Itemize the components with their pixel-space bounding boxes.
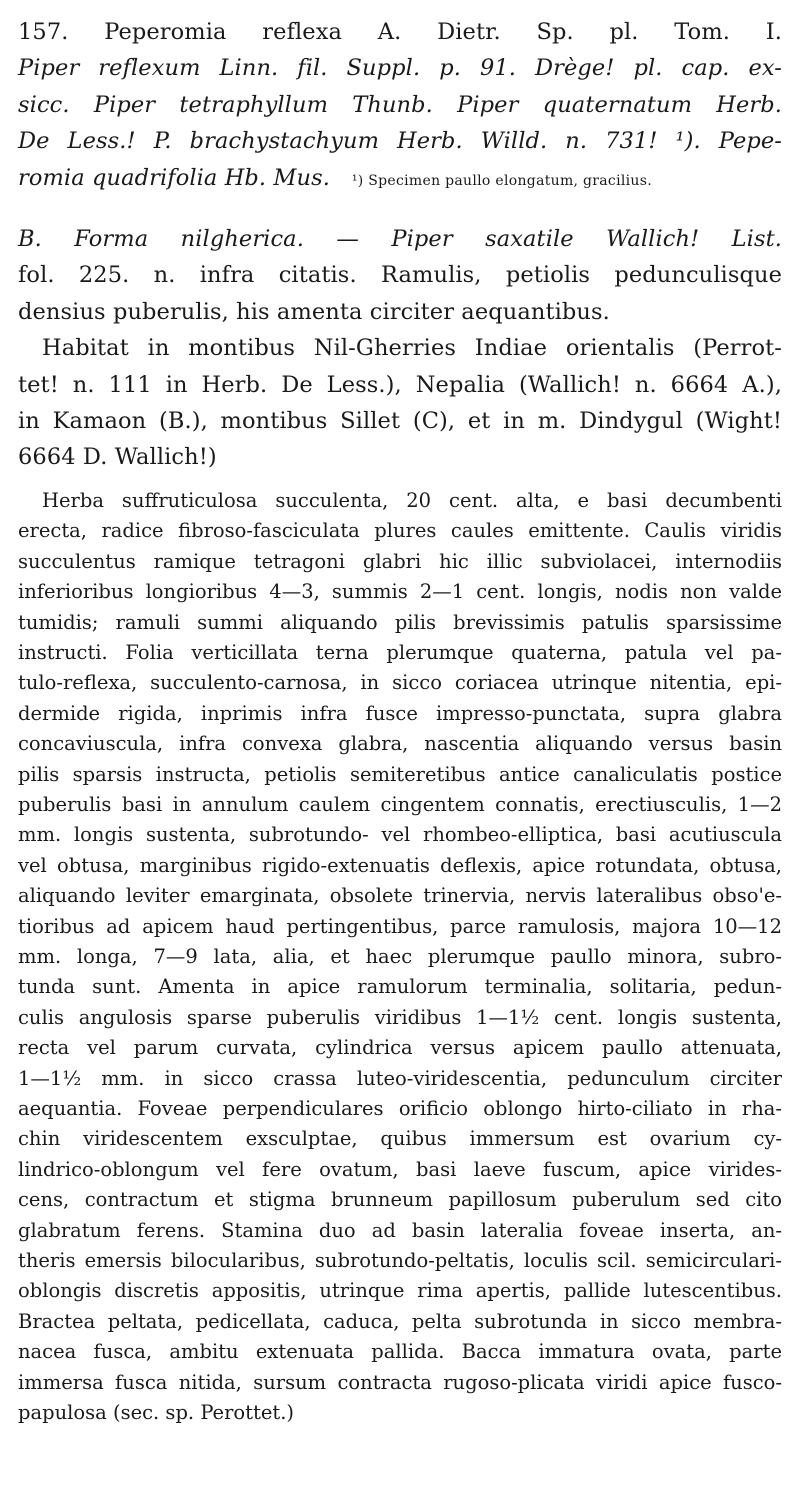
description-line: inferioribus longioribus 4—3, summis 2—1 cent. longis, nodis non valde bbox=[18, 580, 782, 604]
description-line: oblongis discretis appositis, utrinque rima apertis, pallide lutescentibus. bbox=[18, 1279, 782, 1303]
description-line: culis angulosis sparse puberulis viridibus 1—1½ cent. longis sustenta, bbox=[18, 1005, 782, 1029]
description-line: concaviuscula, infra convexa glabra, nascentia aliquando versus basin bbox=[18, 732, 782, 756]
entry-157-last-line bbox=[18, 160, 782, 199]
entry-157-line: 157. Peperomia reflexa A. Dietr. Sp. pl. Tom. I. bbox=[18, 19, 782, 45]
description-line: puberulis basi in annulum caulem cingentem connatis, erectiusculis, 1—2 bbox=[18, 792, 782, 816]
description-line: Herba suffruticulosa succulenta, 20 cent. alta, e basi decumbenti bbox=[42, 488, 782, 512]
description-line: chin viridescentem exsculptae, quibus immersum est ovarium cy- bbox=[18, 1127, 782, 1151]
forma-b-line: B. Forma nilgherica. — Piper saxatile Wallich! List. bbox=[18, 226, 782, 253]
description-line: aequantia. Foveae perpendiculares orificio oblongo hirto-ciliato in rha- bbox=[18, 1097, 782, 1120]
forma-b-line: densius puberulis, his amenta circiter aequantibus. bbox=[18, 298, 610, 325]
description-line: erecta, radice fibroso-fasciculata plures caules emittente. Caulis viridis bbox=[18, 519, 782, 543]
entry-157-line: De Less.! P. brachystachyum Herb. Willd. n. 731! ¹). Pepe- bbox=[18, 128, 782, 155]
description-line: glabratum ferens. Stamina duo ad basin lateralia foveae inserta, an- bbox=[18, 1218, 782, 1242]
entry-157-line: romia quadrifolia Hb. Mus. bbox=[18, 164, 331, 191]
description-line: instructi. Folia verticillata terna plerumque quaterna, patula vel pa- bbox=[18, 640, 782, 664]
description-line: mm. longis sustenta, subrotundo- vel rhombeo-elliptica, basi acutiuscula bbox=[18, 823, 782, 847]
description-line: aliquando leviter emarginata, obsolete trinervia, nervis lateralibus obso'e- bbox=[18, 884, 782, 908]
description-line: dermide rigida, inprimis infra fusce impresso-punctata, supra glabra bbox=[18, 701, 782, 725]
forma-b-block bbox=[18, 221, 782, 330]
description-line: papulosa (sec. sp. Perottet.) bbox=[18, 1401, 295, 1425]
habitat-line: 6664 D. Wallich!) bbox=[18, 444, 217, 471]
description-line: tumidis; ramuli summi aliquando pilis brevissimis patulis sparsissime bbox=[18, 610, 782, 634]
description-line: pilis sparsis instructa, petiolis semiteretibus antice canaliculatis postice bbox=[18, 762, 782, 786]
description-line: succulentus ramique tetragoni glabri hic illic subviolacei, internodiis bbox=[18, 549, 782, 573]
description-line: Bractea peltata, pedicellata, caduca, pelta subrotunda in sicco membra- bbox=[18, 1309, 782, 1333]
entry-157-line: sicc. Piper tetraphyllum Thunb. Piper quaternatum Herb. bbox=[18, 91, 782, 118]
footnote: ¹) Specimen paullo elongatum, gracilius. bbox=[351, 172, 652, 189]
description-line: lindrico-oblongum vel fere ovatum, basi laeve fuscum, apice virides- bbox=[18, 1157, 782, 1181]
entry-157-block bbox=[18, 14, 782, 199]
description-line: tulo-reflexa, succulento-carnosa, in sicco coriacea utrinque nitentia, epi- bbox=[18, 671, 782, 695]
description-line: immersa fusca nitida, sursum contracta rugoso-plicata viridi apice fusco- bbox=[18, 1370, 782, 1394]
description-line: tunda sunt. Amenta in apice ramulorum terminalia, solitaria, pedun- bbox=[18, 975, 782, 999]
description-line: 1—1½ mm. in sicco crassa luteo-viridescentia, pedunculum circiter bbox=[18, 1066, 782, 1090]
forma-b-line: fol. 225. n. infra citatis. Ramulis, petiolis pedunculisque bbox=[18, 262, 782, 289]
description-line: cens, contractum et stigma brunneum papillosum puberulum sed cito bbox=[18, 1188, 782, 1212]
description-line: recta vel parum curvata, cylindrica versus apicem paullo attenuata, bbox=[18, 1036, 782, 1060]
habitat-line: tet! n. 111 in Herb. De Less.), Nepalia (Wallich! n. 6664 A.), bbox=[18, 371, 782, 398]
habitat-block bbox=[18, 330, 782, 476]
habitat-line: Habitat in montibus Nil-Gherries Indiae orientalis (Perrot- bbox=[42, 335, 782, 362]
description-line: nacea fusca, ambitu extenuata pallida. Bacca immatura ovata, parte bbox=[18, 1340, 782, 1364]
section-gap bbox=[18, 199, 782, 221]
description-line: mm. longa, 7—9 lata, alia, et haec plerumque paullo minora, subro- bbox=[18, 944, 782, 968]
description-line: vel obtusa, marginibus rigido-extenuatis deflexis, apice rotundata, obtusa, bbox=[18, 853, 782, 877]
entry-157-line: Piper reflexum Linn. fil. Suppl. p. 91. Drège! pl. cap. ex- bbox=[18, 55, 782, 82]
description-block bbox=[18, 486, 782, 1429]
habitat-line: in Kamaon (B.), montibus Sillet (C), et in m. Dindygul (Wight! bbox=[18, 408, 782, 435]
description-line: theris emersis bilocularibus, subrotundo-peltatis, loculis scil. semicirculari- bbox=[18, 1249, 782, 1273]
description-line: tioribus ad apicem haud pertingentibus, parce ramulosis, majora 10—12 bbox=[18, 914, 782, 938]
